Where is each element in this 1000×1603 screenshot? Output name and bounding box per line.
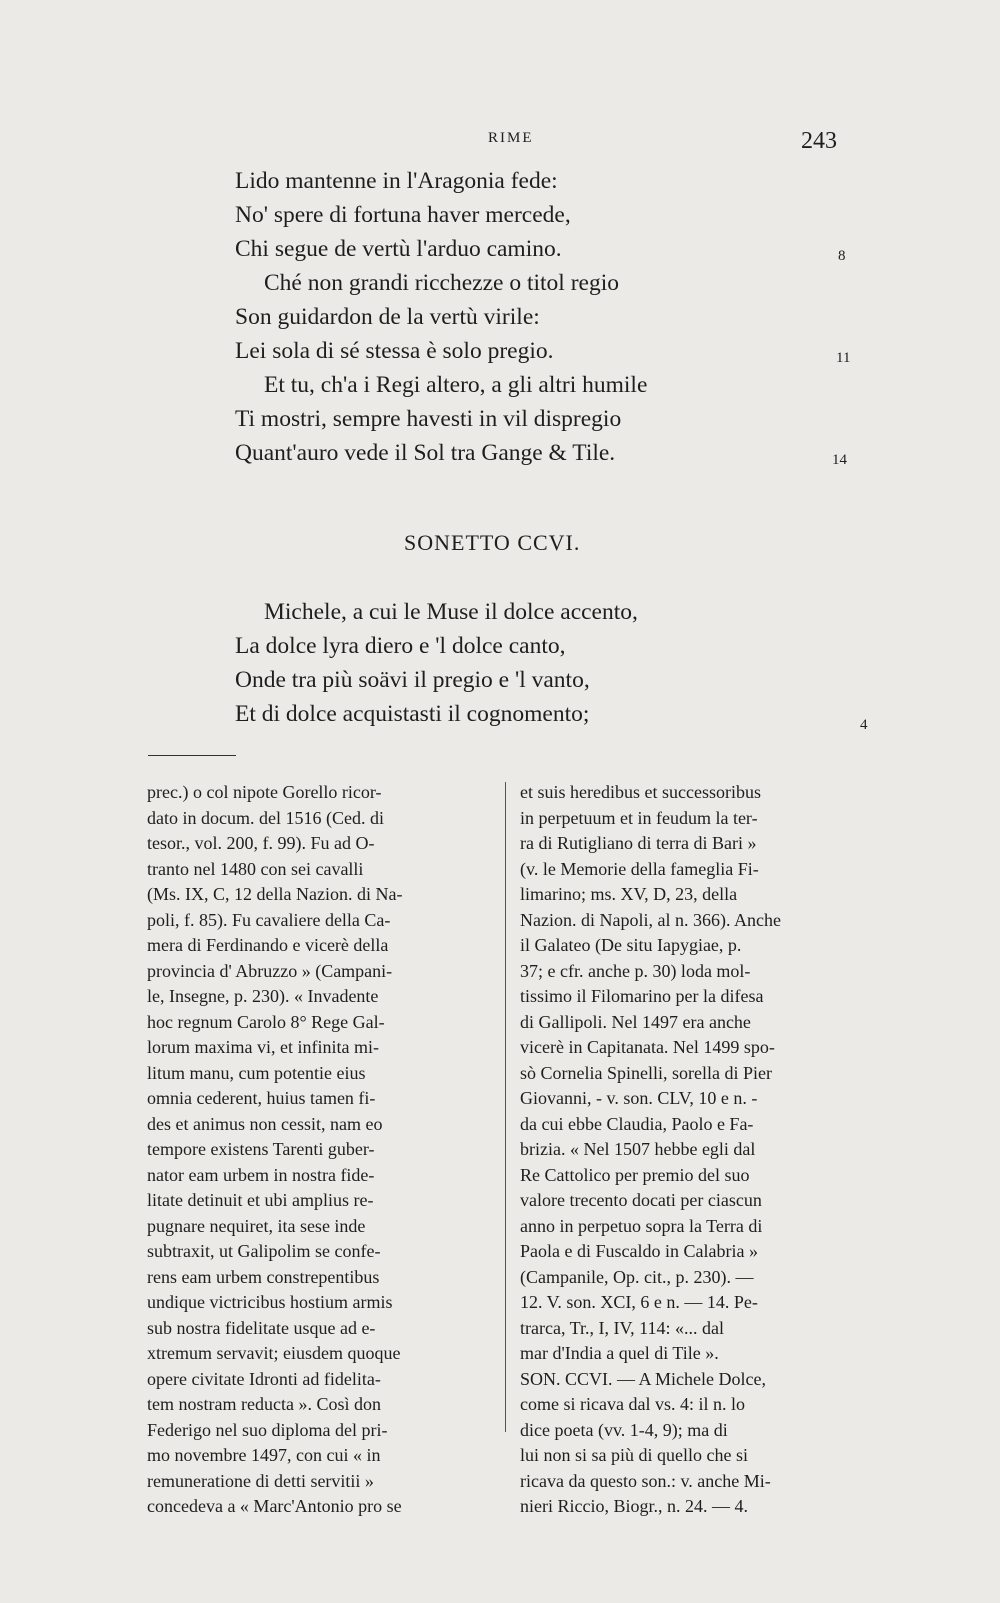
line-number: 8	[838, 248, 846, 264]
note-line: poli, f. 85). Fu cavaliere della Ca-	[147, 909, 391, 930]
line-number: 14	[832, 452, 847, 468]
note-line: nator eam urbem in nostra fide-	[147, 1164, 375, 1185]
verse-line: Chi segue de vertù l'arduo camino.	[235, 236, 562, 262]
note-line: litate detinuit et ubi amplius re-	[147, 1190, 374, 1210]
note-line: tissimo il Filomarino per la difesa	[520, 986, 764, 1006]
note-line: valore trecento docati per ciascun	[520, 1190, 762, 1210]
line-number: 4	[860, 717, 868, 733]
note-line: 37; e cfr. anche p. 30) loda mol-	[520, 960, 751, 981]
note-line: ra di Rutigliano di terra di Bari »	[520, 833, 757, 853]
verse-line: Ché non grandi ricchezze o titol regio	[264, 270, 619, 296]
verse-line: Lei sola di sé stessa è solo pregio.	[235, 338, 554, 364]
note-line: omnia cederent, huius tamen fi-	[147, 1088, 376, 1108]
verse-line: Michele, a cui le Muse il dolce accento,	[264, 599, 638, 625]
note-line: vicerè in Capitanata. Nel 1499 spo-	[520, 1037, 775, 1057]
note-line: come si ricava dal vs. 4: il n. lo	[520, 1394, 745, 1414]
note-line: dice poeta (vv. 1-4, 9); ma di	[520, 1419, 728, 1440]
poem-continued	[235, 164, 755, 470]
note-line: il Galateo (De situ Iapygiae, p.	[520, 935, 742, 955]
footnote-rule	[148, 755, 236, 756]
sonnet-ccvi	[235, 595, 755, 731]
note-line: in perpetuum et in feudum la ter-	[520, 807, 758, 828]
note-line: (Campanile, Op. cit., p. 230). —	[520, 1266, 754, 1287]
note-line: Giovanni, - v. son. CLV, 10 e n. -	[520, 1088, 758, 1108]
note-line: tem nostram reducta ». Così don	[147, 1394, 381, 1414]
note-line: remuneratione di detti servitii »	[147, 1470, 374, 1491]
note-line: brizia. « Nel 1507 hebbe egli dal	[520, 1139, 756, 1159]
page-number: 243	[801, 128, 837, 154]
note-line: limarino; ms. XV, D, 23, della	[520, 884, 738, 904]
note-line: provincia d' Abruzzo » (Campani-	[147, 960, 393, 981]
verse-line: No' spere di fortuna haver mercede,	[235, 202, 571, 228]
verse-line: Et tu, ch'a i Regi altero, a gli altri humile	[264, 372, 648, 398]
note-line: Paola e di Fuscaldo in Calabria »	[520, 1241, 758, 1261]
note-line: sò Cornelia Spinelli, sorella di Pier	[520, 1062, 772, 1083]
note-line: tempore existens Tarenti guber-	[147, 1139, 375, 1159]
note-line: xtremum servavit; eiusdem quoque	[147, 1343, 401, 1363]
sonnet-title: SONETTO CCVI.	[404, 530, 581, 555]
note-line: 12. V. son. XCI, 6 e n. — 14. Pe-	[520, 1292, 758, 1312]
note-line: SON. CCVI. — A Michele Dolce,	[520, 1368, 766, 1389]
verse-line: Ti mostri, sempre havesti in vil dispregio	[235, 406, 622, 432]
running-head	[0, 128, 1000, 158]
verse-line: Lido mantenne in l'Aragonia fede:	[235, 168, 558, 194]
running-head-title: RIME	[488, 130, 534, 146]
verse-line: La dolce lyra diero e 'l dolce canto,	[235, 633, 566, 659]
verse-line: Onde tra più soävi il pregio e 'l vanto,	[235, 667, 590, 693]
note-line: tranto nel 1480 con sei cavalli	[147, 858, 364, 879]
line-number: 11	[836, 350, 851, 366]
column-divider	[505, 782, 506, 1432]
notes-right-column	[520, 780, 870, 1520]
note-line: nieri Riccio, Biogr., n. 24. — 4.	[520, 1496, 748, 1516]
note-line: sub nostra fidelitate usque ad e-	[147, 1317, 376, 1338]
note-line: tesor., vol. 200, f. 99). Fu ad O-	[147, 833, 375, 853]
note-line: lui non si sa più di quello che si	[520, 1445, 748, 1465]
verse-line: Quant'auro vede il Sol tra Gange & Tile.	[235, 440, 616, 466]
note-line: (Ms. IX, C, 12 della Nazion. di Na-	[147, 884, 403, 904]
note-line: ricava da questo son.: v. anche Mi-	[520, 1470, 771, 1491]
note-line: mo novembre 1497, con cui « in	[147, 1445, 381, 1465]
note-line: Re Cattolico per premio del suo	[520, 1164, 750, 1185]
note-line: subtraxit, ut Galipolim se confe-	[147, 1241, 381, 1261]
note-line: dato in docum. del 1516 (Ced. di	[147, 807, 384, 828]
verse-line: Son guidardon de la vertù virile:	[235, 304, 540, 330]
note-line: hoc regnum Carolo 8° Rege Gal-	[147, 1011, 385, 1032]
note-line: Federigo nel suo diploma del pri-	[147, 1419, 388, 1440]
note-line: trarca, Tr., I, IV, 114: «... dal	[520, 1317, 724, 1338]
note-line: prec.) o col nipote Gorello ricor-	[147, 782, 382, 802]
note-line: da cui ebbe Claudia, Paolo e Fa-	[520, 1113, 754, 1134]
note-line: Nazion. di Napoli, al n. 366). Anche	[520, 909, 781, 930]
note-line: et suis heredibus et successoribus	[520, 782, 761, 802]
note-line: des et animus non cessit, nam eo	[147, 1113, 383, 1134]
note-line: mar d'India a quel di Tile ».	[520, 1343, 719, 1363]
note-line: undique victricibus hostium armis	[147, 1292, 393, 1312]
note-line: rens eam urbem constrepentibus	[147, 1266, 380, 1287]
note-line: anno in perpetuo sopra la Terra di	[520, 1215, 763, 1236]
notes-left-column	[147, 780, 495, 1520]
note-line: litum manu, cum potentie eius	[147, 1062, 366, 1083]
note-line: le, Insegne, p. 230). « Invadente	[147, 986, 379, 1006]
note-line: di Gallipoli. Nel 1497 era anche	[520, 1011, 751, 1032]
note-line: concedeva a « Marc'Antonio pro se	[147, 1496, 402, 1516]
note-line: pugnare nequiret, ita sese inde	[147, 1215, 366, 1236]
note-line: mera di Ferdinando e vicerè della	[147, 935, 389, 955]
note-line: opere civitate Idronti ad fidelita-	[147, 1368, 381, 1389]
note-line: lorum maxima vi, et infinita mi-	[147, 1037, 379, 1057]
note-line: (v. le Memorie della fameglia Fi-	[520, 858, 759, 879]
verse-line: Et di dolce acquistasti il cognomento;	[235, 701, 590, 727]
